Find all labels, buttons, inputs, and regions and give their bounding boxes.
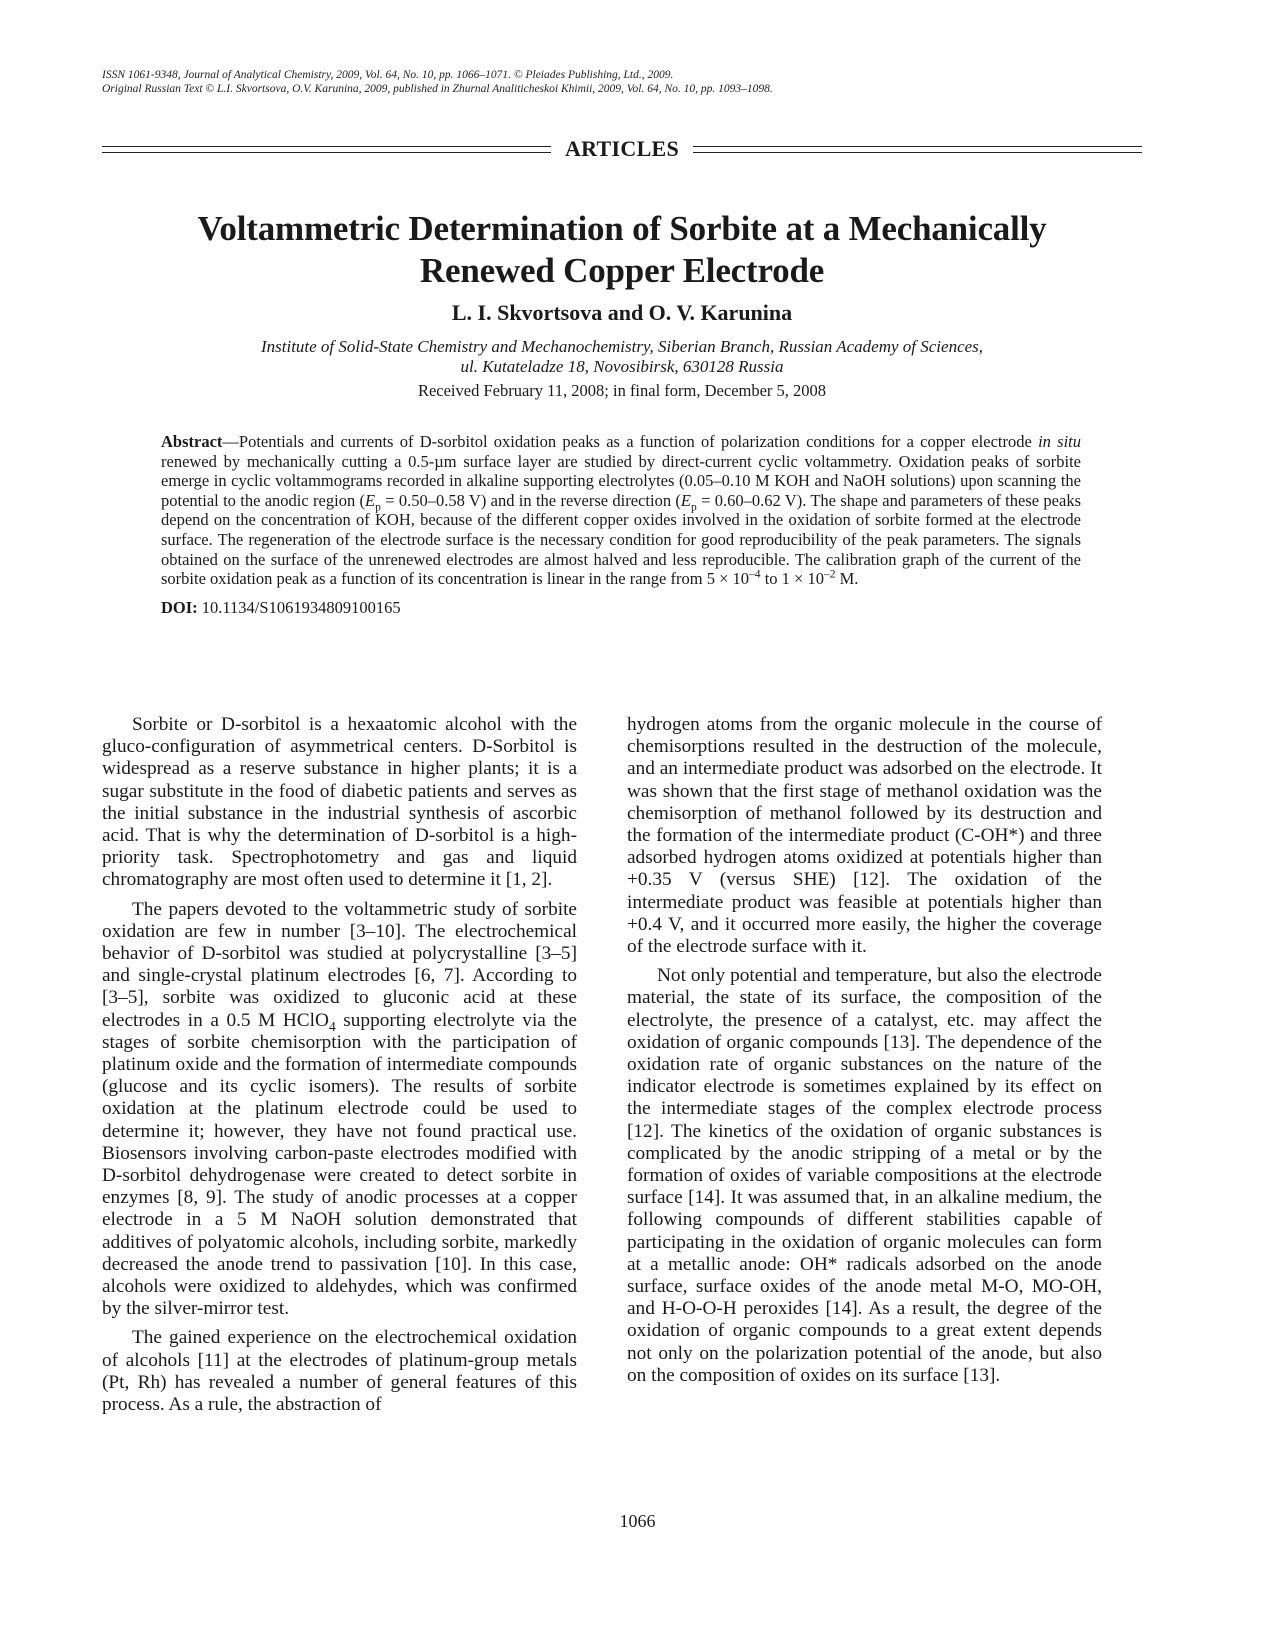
abstract-text-2: renewed by mechanically cutting a 0.5-µm surface layer are studied by direct-current cyclic voltammetry. Oxidation peaks of sorbite emerge in cyclic voltammograms recorded in alkaline supporting electrolytes (0.05–0.10 M KOH and NaOH solutions) upon scanning the potential to the anodic region ( bbox=[161, 451, 1081, 510]
abstract-in-situ: in situ bbox=[1038, 432, 1081, 451]
received-dates: Received February 11, 2008; in final form, December 5, 2008 bbox=[417, 381, 827, 400]
article-title bbox=[102, 208, 1142, 292]
journal-header bbox=[102, 68, 1142, 96]
doi bbox=[161, 598, 1081, 618]
affiliation-line-2: ul. Kutateladze 18, Novosibirsk, 630128 Russia bbox=[460, 357, 784, 376]
section-label: ARTICLES bbox=[564, 136, 680, 161]
section-heading bbox=[102, 134, 1142, 164]
abstract-text-5: to 1 × 10 bbox=[760, 569, 824, 589]
abstract-ep-sub-a: p bbox=[375, 501, 381, 514]
left-paragraph-2-text-b: supporting electrolyte via the stages of sorbite chemisorption with the participation of platinum oxide and the formation of intermediate compounds (glucose and its cyclic isomers). The results of sorbite oxidation at the platinum electrode could be used to determine it; however, they have not found practical use. Biosensors involving carbon-paste electrodes modified with D-sorbitol dehydrogenase were created to detect sorbite in enzymes [8, 9]. The study of anodic processes at a copper electrode in a 5 M NaOH solution demonstrated that additives of polyatomic alcohols, including sorbite, markedly decreased the anode trend to passivation [10]. In this case, alcohols were oxidized to aldehydes, which was confirmed by the silver-mirror test. bbox=[102, 1009, 577, 1320]
doi-value: 10.1134/S1061934809100165 bbox=[197, 597, 401, 617]
journal-citation-line: ISSN 1061-9348, Journal of Analytical Chemistry, 2009, Vol. 64, No. 10, pp. 1066–1071. © Pleiades Publishing, Ltd., 2009. bbox=[102, 69, 674, 81]
section-rule-left bbox=[102, 146, 551, 153]
abstract bbox=[161, 432, 1081, 617]
abstract-text-3: = 0.50–0.58 V) and in the reverse direction ( bbox=[380, 490, 681, 510]
abstract-ep-sub-b: p bbox=[691, 501, 697, 514]
abstract-text-6: M. bbox=[835, 569, 859, 589]
left-paragraph-3: The gained experience on the electrochemical oxidation of alcohols [11] at the electrodes of platinum-group metals (Pt, Rh) has revealed a number of general features of this process. As a rule, the abstraction of bbox=[102, 1327, 577, 1416]
abstract-exponent-1: –4 bbox=[749, 568, 761, 581]
title-line-1: Voltammetric Determination of Sorbite at a Mechanically bbox=[197, 209, 1047, 248]
affiliation bbox=[102, 337, 1142, 377]
right-column bbox=[627, 714, 1102, 1394]
abstract-ep-symbol-b: E bbox=[680, 490, 691, 510]
section-rule-right bbox=[693, 146, 1142, 153]
right-paragraph-1: hydrogen atoms from the organic molecule in the course of chemisorptions resulted in the destruction of the molecule, and an intermediate product was adsorbed on the electrode. It was shown that the first stage of methanol oxidation was the chemisorption of methanol followed by its destruction and the formation of the intermediate product (C-OH*) and three adsorbed hydrogen atoms oxidized at potentials higher than +0.35 V (versus SHE) [12]. The oxidation of the intermediate product was feasible at potentials higher than +0.4 V, and it occurred more easily, the higher the coverage of the electrode surface with it. bbox=[627, 714, 1102, 958]
title-line-2: Renewed Copper Electrode bbox=[419, 251, 825, 290]
authors: L. I. Skvortsova and O. V. Karunina bbox=[451, 300, 793, 325]
abstract-text-4: = 0.60–0.62 V). The shape and parameters of these peaks depend on the concentration of KOH, because of the different copper oxides involved in the oxidation of sorbite formed at the electrode surface. The regeneration of the electrode surface is the necessary condition for good reproducibility of the peak parameters. The signals obtained on the surface of the unrenewed electrodes are almost halved and less reproducible. The calibration graph of the current of the sorbite oxidation peak as a function of its concentration is linear in the range from 5 × 10 bbox=[161, 490, 1081, 589]
right-paragraph-2: Not only potential and temperature, but also the electrode material, the state of its surface, the composition of the electrolyte, the presence of a catalyst, etc. may affect the oxidation of organic compounds [13]. The dependence of the oxidation rate of organic substances on the nature of the indicator electrode is sometimes explained by its effect on the intermediate stages of the complex electrode process [12]. The kinetics of the oxidation of organic substances is complicated by the anodic stripping of a metal or by the formation of oxides of variable compositions at the electrode surface [14]. It was assumed that, in an alkaline medium, the following compounds of different stabilities capable of participating in the oxidation of organic molecules can form at a metallic anode: OH* radicals adsorbed on the anode surface, surface oxides of the anode metal M-O, MO-OH, and H-O-O-H peroxides [14]. As a result, the degree of the oxidation of organic compounds to a great extent depends not only on the polarization potential of the anode, but also on the composition of oxides on its surface [13]. bbox=[627, 965, 1102, 1386]
left-paragraph-2 bbox=[102, 899, 577, 1321]
left-paragraph-2-text-a: The papers devoted to the voltammetric study of sorbite oxidation are few in number [3–10]. The electrochemical behavior of D-sorbitol was studied at polycrystalline [3–5] and single-crystal platinum electrodes [6, 7]. According to [3–5], sorbite was oxidized to gluconic acid at these electrodes in a 0.5 M HClO bbox=[102, 898, 577, 1031]
left-paragraph-1: Sorbite or D-sorbitol is a hexaatomic alcohol with the gluco-configuration of asymmetrical centers. D-Sorbitol is widespread as a reserve substance in higher plants; it is a sugar substitute in the food of diabetic patients and serves as the initial substance in the industrial synthesis of ascorbic acid. That is why the determination of D-sorbitol is a high-priority task. Spectrophotometry and gas and liquid chromatography are most often used to determine it [1, 2]. bbox=[102, 714, 577, 891]
abstract-body bbox=[161, 432, 1081, 589]
abstract-label: Abstract bbox=[161, 432, 223, 451]
abstract-exponent-2: –2 bbox=[823, 568, 836, 581]
original-text-line: Original Russian Text © L.I. Skvortsova, O.V. Karunina, 2009, published in Zhurnal Analiticheskoi Khimii, 2009, Vol. 64, No. 10, pp. 1093–1098. bbox=[102, 83, 773, 95]
abstract-ep-symbol-a: E bbox=[365, 490, 376, 510]
abstract-text-1: —Potentials and currents of D-sorbitol oxidation peaks as a function of polarization conditions for a copper electrode bbox=[222, 432, 1039, 451]
page-number: 1066 bbox=[619, 1511, 656, 1531]
doi-label: DOI: bbox=[161, 597, 198, 617]
hclo4-subscript: 4 bbox=[328, 1018, 336, 1034]
affiliation-line-1: Institute of Solid-State Chemistry and Mechanochemistry, Siberian Branch, Russian Academy of Sciences, bbox=[260, 337, 984, 356]
left-column bbox=[102, 714, 577, 1423]
